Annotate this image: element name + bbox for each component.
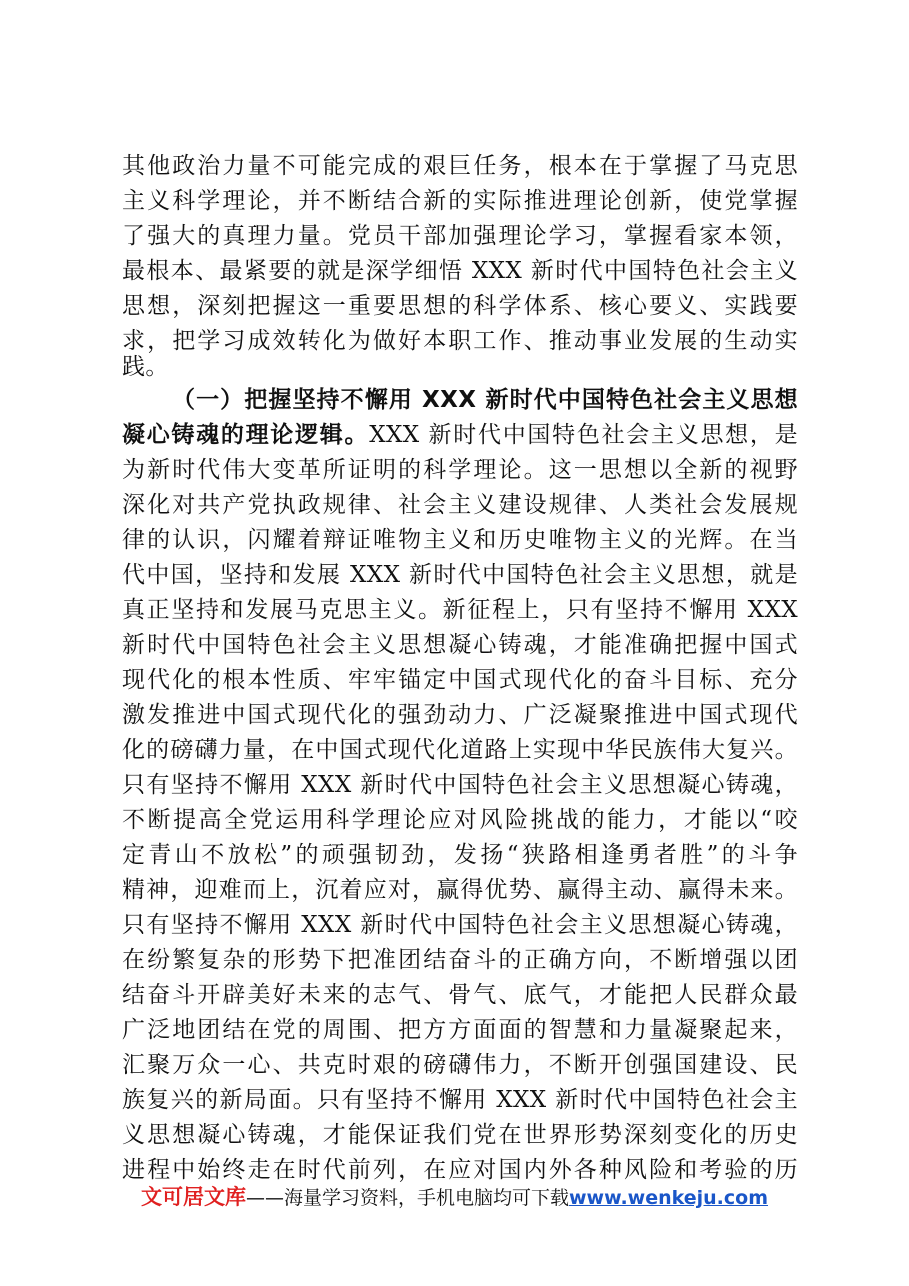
body-line: 进程中始终走在时代前列，在应对国内外各种风险和考验的历 [122,1157,798,1183]
footer-banner [0,1183,909,1212]
body-line: 化的磅礴力量，在中国式现代化道路上实现中华民族伟大复兴。 [122,737,798,763]
body-line: 践。 [122,354,169,380]
brand-name: 文可居文库 [140,1185,246,1209]
body-line: 广泛地团结在党的周围、把方方面面的智慧和力量凝聚起来， [122,1017,798,1043]
body-line: 深化对共产党执政规律、社会主义建设规律、人类社会发展规 [122,492,798,518]
body-line: 激发推进中国式现代化的强劲动力、广泛凝聚推进中国式现代 [122,702,798,728]
body-line: 了强大的真理力量。党员干部加强理论学习，掌握看家本领， [122,223,798,249]
body-line: 代中国，坚持和发展 XXX 新时代中国特色社会主义思想，就是 [122,562,798,588]
body-line: 新时代中国特色社会主义思想凝心铸魂，才能准确把握中国式 [122,632,798,658]
body-line: 只有坚持不懈用 XXX 新时代中国特色社会主义思想凝心铸魂， [122,912,798,938]
body-line: 族复兴的新局面。只有坚持不懈用 XXX 新时代中国特色社会主 [122,1087,798,1113]
body-line: 在纷繁复杂的形势下把准团结奋斗的正确方向，不断增强以团 [122,947,798,973]
body-line: 义思想凝心铸魂，才能保证我们党在世界形势深刻变化的历史 [122,1122,798,1148]
body-line: 定青山不放松”的顽强韧劲，发扬“狭路相逢勇者胜”的斗争 [122,842,798,868]
body-line: 最根本、最紧要的就是深学细悟 XXX 新时代中国特色社会主义 [122,258,798,284]
body-line: 主义科学理论，并不断结合新的实际推进理论创新，使党掌握 [122,188,798,214]
body-line: 只有坚持不懈用 XXX 新时代中国特色社会主义思想凝心铸魂， [122,772,798,798]
section-text-start: XXX 新时代中国特色社会主义思想，是 [369,422,798,448]
body-line: 不断提高全党运用科学理论应对风险挑战的能力，才能以“咬 [122,807,798,833]
body-line: 律的认识，闪耀着辩证唯物主义和历史唯物主义的光辉。在当 [122,527,798,553]
section-heading: （一）把握坚持不懈用 XXX 新时代中国特色社会主义思想 [172,387,798,413]
body-line: 结奋斗开辟美好未来的志气、骨气、底气，才能把人民群众最 [122,982,798,1008]
body-line: 精神，迎难而上，沉着应对，赢得优势、赢得主动、赢得未来。 [122,877,798,903]
section-heading-continued [122,420,798,450]
body-line: 真正坚持和发展马克思主义。新征程上，只有坚持不懈用 XXX [122,597,798,623]
body-line: 为新时代伟大变革所证明的科学理论。这一思想以全新的视野 [122,457,798,483]
body-line: 汇聚万众一心、共克时艰的磅礴伟力，不断开创强国建设、民 [122,1052,798,1078]
body-line: 求，把学习成效转化为做好本职工作、推动事业发展的生动实 [122,328,798,354]
section-heading-tail: 凝心铸魂的理论逻辑。 [122,422,370,448]
body-line: 现代化的根本性质、牢牢锚定中国式现代化的奋斗目标、充分 [122,667,798,693]
footer-slogan: ——海量学习资料，手机电脑均可下载 [245,1187,569,1209]
body-line: 思想，深刻把握这一重要思想的科学体系、核心要义、实践要 [122,293,798,319]
body-line: 其他政治力量不可能完成的艰巨任务，根本在于掌握了马克思 [122,153,798,179]
footer-link[interactable]: www.wenkeju.com [569,1187,769,1209]
